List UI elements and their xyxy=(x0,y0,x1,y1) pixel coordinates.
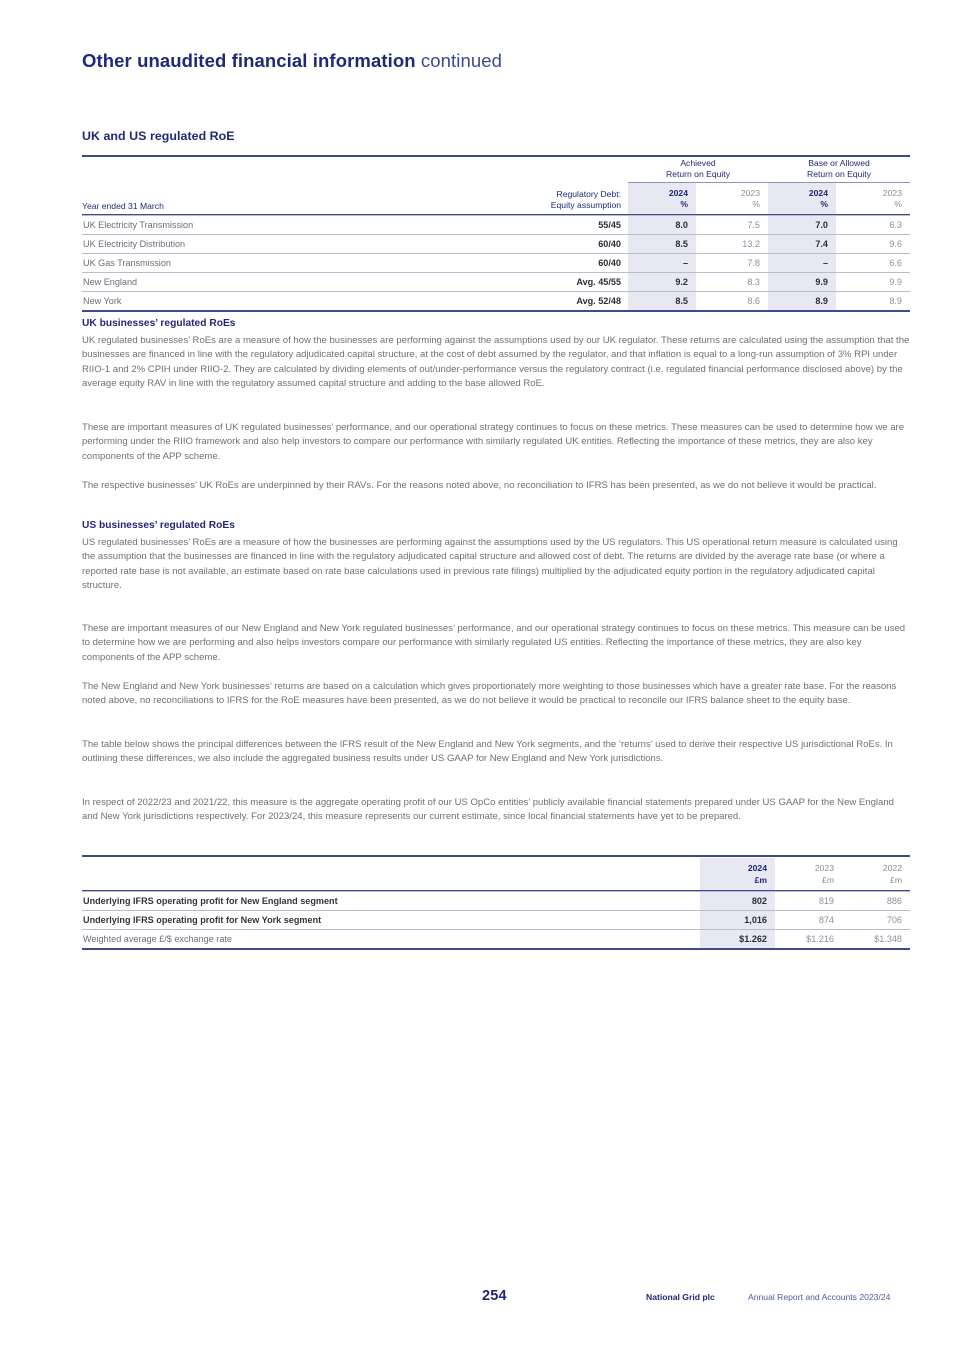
table-column-header-row xyxy=(82,183,910,215)
cell-achieved-2024: 9.2 xyxy=(628,273,696,292)
column-header-achieved-2024 xyxy=(628,183,696,215)
row-label: Weighted average £/$ exchange rate xyxy=(82,929,700,949)
group-spacer-label xyxy=(82,158,502,183)
ifrs-column-header-2022-year: 2022 xyxy=(882,863,902,874)
cell-2023: 874 xyxy=(775,910,842,929)
ifrs-column-header-2023 xyxy=(775,858,842,890)
cell-2022: $1.348 xyxy=(842,929,910,949)
page-title xyxy=(82,50,502,72)
cell-base-2024: 9.9 xyxy=(768,273,836,292)
column-header-base-2023 xyxy=(836,183,910,215)
table-row xyxy=(82,273,910,292)
ifrs-column-header-2023-year: 2023 xyxy=(814,863,834,874)
column-header-achieved-2024-year: 2024 xyxy=(668,187,688,198)
cell-2024: 802 xyxy=(700,891,775,910)
row-label: Underlying IFRS operating profit for New England segment xyxy=(82,891,700,910)
group-header-achieved xyxy=(628,158,768,183)
column-header-base-2023-year: 2023 xyxy=(882,187,902,198)
cell-base-2024: 7.4 xyxy=(768,235,836,254)
row-label: UK Electricity Distribution xyxy=(82,235,502,254)
cell-base-2023: 9.9 xyxy=(836,273,910,292)
group-spacer-regdebt xyxy=(502,158,628,183)
row-label: New England xyxy=(82,273,502,292)
paragraph-uk-2: These are important measures of UK regulated businesses’ performance, and our operational strategy continues to focus on these metrics. These measures can be used to determine how we are performing under the RIIO framework and also help investors to compare our performance with similarly regulated UK entities. Reflecting the importance of these metrics, they are also key components of the APP scheme. xyxy=(82,422,905,462)
cell-2022: 706 xyxy=(842,910,910,929)
paragraph-us-4: The table below shows the principal differences between the IFRS result of the New England and New York segments, and the ‘returns’ used to derive their respective US jurisdictional RoEs. In outlining these differences, we also include the aggregated business results under US GAAP for New England and New York jurisdictions. xyxy=(82,739,893,765)
cell-2024: 1,016 xyxy=(700,910,775,929)
subheading-uk-businesses-regulated-roes: UK businesses’ regulated RoEs xyxy=(82,318,236,329)
paragraph-us-1: US regulated businesses’ RoEs are a measure of how the businesses are performing against the assumptions used by the US regulators. This US operational return measure is calculated using the assumption that the businesses are financed in line with the regulatory adjudicated capital structure and allowed cost of debt. The returns are divided by the average rate base (or where a reported rate base is not available, an estimate based on rate base calculations used in previous rate filings) multiplied by the adjudicated equity portion in the regulatory adjudicated capital structure. xyxy=(82,537,898,592)
column-header-base-2024-year: 2024 xyxy=(808,187,828,198)
column-header-achieved-2023 xyxy=(696,183,768,215)
cell-base-2023: 9.6 xyxy=(836,235,910,254)
cell-achieved-2023: 7.5 xyxy=(696,216,768,235)
ifrs-table-rule-bottom xyxy=(82,949,910,951)
footer-report-title: Annual Report and Accounts 2023/24 xyxy=(748,1292,891,1302)
column-header-achieved-2023-year: 2023 xyxy=(740,187,760,198)
cell-2023: 819 xyxy=(775,891,842,910)
column-header-base-2023-unit: % xyxy=(894,199,902,210)
table-row xyxy=(82,235,910,254)
row-label: UK Gas Transmission xyxy=(82,254,502,273)
cell-base-2024: 8.9 xyxy=(768,292,836,312)
ifrs-column-header-2022 xyxy=(842,858,910,890)
table-uk-us-regulated-roe xyxy=(82,155,910,313)
cell-achieved-2024: 8.0 xyxy=(628,216,696,235)
column-header-achieved-2023-unit: % xyxy=(752,199,760,210)
paragraph-uk-1: UK regulated businesses’ RoEs are a measure of how the businesses are performing against the assumptions used by our UK regulator. These returns are calculated using the assumption that the businesses are financed in line with the regulatory adjudicated capital structure, at the cost of debt assumed by the regulator, and that inflation is equal to a long-run assumption of 3% RPI under RIIO-1 and 2% CPIH under RIIO-2. They are calculated by dividing elements of out/under-performance versus the regulatory contract (i.e. regulated financial performance disclosed above) by the average equity RAV in line with the regulatory assumed capital structure and adding to the base allowed RoE. xyxy=(82,335,910,390)
row-label: Underlying IFRS operating profit for New York segment xyxy=(82,910,700,929)
ifrs-column-header-2023-unit: £m xyxy=(822,874,834,885)
cell-regulatory-debt: 60/40 xyxy=(502,254,628,273)
row-label: New York xyxy=(82,292,502,312)
table-row xyxy=(82,910,910,929)
paragraph-uk-3: The respective businesses’ UK RoEs are underpinned by their RAVs. For the reasons noted above, no reconciliation to IFRS has been presented, as we do not believe it would be practical. xyxy=(82,480,877,491)
cell-2024: $1.262 xyxy=(700,929,775,949)
group-header-base-line1: Base or Allowed xyxy=(808,158,870,168)
table-row xyxy=(82,891,910,910)
cell-achieved-2023: 7.8 xyxy=(696,254,768,273)
cell-achieved-2024: 8.5 xyxy=(628,235,696,254)
paragraph-us-5: In respect of 2022/23 and 2021/22, this measure is the aggregate operating profit of our US OpCo entities’ publicly available financial statements prepared under US GAAP for the New England and New York jurisdictions respectively. For 2023/24, this measure represents our current estimate, since local financial statements have yet to be prepared. xyxy=(82,797,894,823)
table-group-header-row xyxy=(82,158,910,183)
column-header-regulatory-debt xyxy=(502,183,628,215)
table-row xyxy=(82,216,910,235)
cell-base-2024: 7.0 xyxy=(768,216,836,235)
cell-base-2024: – xyxy=(768,254,836,273)
cell-achieved-2024: – xyxy=(628,254,696,273)
ifrs-table-column-header-row xyxy=(82,858,910,890)
cell-base-2023: 8.9 xyxy=(836,292,910,312)
column-header-year-ended: Year ended 31 March xyxy=(82,201,164,211)
table-rule-bottom xyxy=(82,311,910,313)
column-header-base-2024 xyxy=(768,183,836,215)
table-row xyxy=(82,929,910,949)
cell-2022: 886 xyxy=(842,891,910,910)
page-title-main: Other unaudited financial information xyxy=(82,50,416,71)
cell-regulatory-debt: 55/45 xyxy=(502,216,628,235)
cell-achieved-2023: 8.6 xyxy=(696,292,768,312)
section-heading-uk-us-regulated-roe: UK and US regulated RoE xyxy=(82,129,235,143)
cell-achieved-2023: 8.3 xyxy=(696,273,768,292)
column-header-achieved-2024-unit: % xyxy=(680,199,688,210)
cell-achieved-2023: 13.2 xyxy=(696,235,768,254)
row-label: UK Electricity Transmission xyxy=(82,216,502,235)
group-header-base-line2: Return on Equity xyxy=(806,169,871,179)
ifrs-column-header-2024-year: 2024 xyxy=(747,863,767,874)
table-ifrs-operating-profit xyxy=(82,855,910,951)
ifrs-column-header-2024-unit: £m xyxy=(754,874,767,885)
cell-regulatory-debt: 60/40 xyxy=(502,235,628,254)
group-header-base-allowed xyxy=(768,158,910,183)
cell-base-2023: 6.6 xyxy=(836,254,910,273)
column-header-regdebt-line2: Equity assumption xyxy=(550,199,621,210)
table-row xyxy=(82,254,910,273)
ifrs-column-header-2022-unit: £m xyxy=(890,874,902,885)
cell-achieved-2024: 8.5 xyxy=(628,292,696,312)
group-header-achieved-line2: Return on Equity xyxy=(665,169,730,179)
table-row xyxy=(82,292,910,312)
cell-base-2023: 6.3 xyxy=(836,216,910,235)
footer-page-number: 254 xyxy=(482,1288,507,1304)
group-header-achieved-line1: Achieved xyxy=(680,158,716,168)
footer-brand: National Grid plc xyxy=(646,1292,715,1302)
column-header-base-2024-unit: % xyxy=(820,199,828,210)
ifrs-column-header-blank xyxy=(82,858,700,890)
cell-regulatory-debt: Avg. 52/48 xyxy=(502,292,628,312)
column-header-regdebt-line1: Regulatory Debt: xyxy=(556,188,621,199)
cell-regulatory-debt: Avg. 45/55 xyxy=(502,273,628,292)
paragraph-us-3: The New England and New York businesses’ returns are based on a calculation which gives proportionately more weighting to those businesses which have a greater rate base. For the reasons noted above, no reconciliations to IFRS for the RoE measures have been presented, as we do not believe it would be practical to reconcile our IFRS balance sheet to the equity base. xyxy=(82,681,897,707)
page-title-continued: continued xyxy=(420,50,503,71)
ifrs-column-header-2024 xyxy=(700,858,775,890)
subheading-us-businesses-regulated-roes: US businesses’ regulated RoEs xyxy=(82,520,235,531)
paragraph-us-2: These are important measures of our New England and New York regulated businesses’ performance, and our operational strategy continues to focus on these metrics. This measure can be used to determine how we are performing and also helps investors compare our performance with similarly regulated US entities. Reflecting the importance of these metrics, they are also key components of the APP scheme. xyxy=(82,623,906,663)
cell-2023: $1.216 xyxy=(775,929,842,949)
